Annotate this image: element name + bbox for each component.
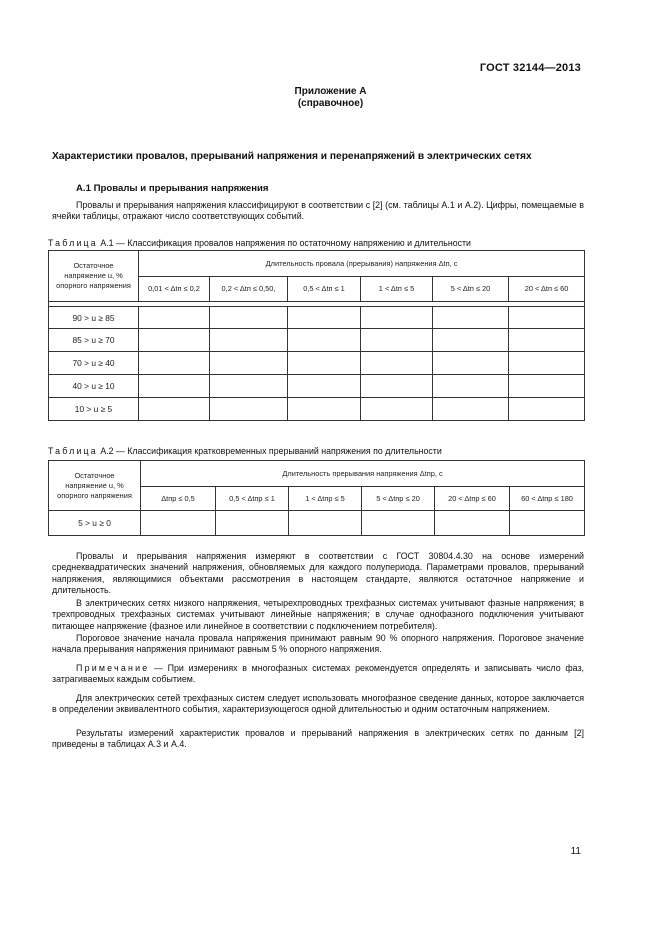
table-cell [433, 329, 509, 352]
section-heading-a1: А.1 Провалы и прерывания напряжения [76, 183, 269, 194]
table-cell [509, 398, 585, 421]
annex-title: Приложение А [294, 86, 367, 97]
table-cell [288, 398, 361, 421]
body-paragraph-2: В электрических сетях низкого напряжения, четырехпроводных трехфазных системах учитывают фазные напряжения; в трехпроводных трехфазных системах учитывают линейные напряжения; в случае однофазного подключения учитывают питающее напряжение (фазное или линейное в соответствии с подключением потребителя). [52, 598, 584, 631]
page-number: 11 [570, 846, 581, 857]
table-cell [509, 352, 585, 375]
table-cell [141, 511, 216, 536]
body-paragraph-3: Пороговое значение начала провала напряжения принимают равным 90 % опорного напряжения. Пороговое значение начала прерывания напряжения принимают равным 5 % опорного напряжения. [52, 633, 584, 655]
caption-prefix: Таблица [48, 238, 98, 248]
table-a2-col-header: 0,5 < Δtпр ≤ 1 [216, 487, 289, 511]
table-a1-row-header: 85 > u ≥ 70 [49, 329, 139, 352]
table-cell [289, 511, 362, 536]
table-a1-col-header: 0,5 < Δtп ≤ 1 [288, 277, 361, 302]
table-cell [210, 375, 288, 398]
table-cell [433, 307, 509, 329]
table-a2-row-header: 5 > u ≥ 0 [49, 511, 141, 536]
table-cell [216, 511, 289, 536]
caption-text: А.2 — Классификация кратковременных прерываний напряжения по длительности [97, 446, 442, 456]
table-cell [361, 398, 433, 421]
table-cell [361, 307, 433, 329]
table-a2-col-header: 1 < Δtпр ≤ 5 [289, 487, 362, 511]
table-a1-caption [48, 238, 471, 248]
table-a2-corner-header: Остаточное напряжение u, % опорного напряжения [49, 461, 141, 511]
intro-paragraph: Провалы и прерывания напряжения классифицируют в соответствии с [2] (см. таблицы А.1 и А.2). Цифры, помещаемые в ячейки таблицы, отражают число соответствующих событий. [52, 200, 584, 222]
note-label: Примечание [76, 663, 150, 673]
body-paragraph-5: Результаты измерений характеристик провалов и прерываний напряжения в электрических сетях по данным [2] приведены в таблицах А.3 и А.4. [52, 728, 584, 750]
table-a2-group-header: Длительность прерывания напряжения Δtпр, с [141, 461, 585, 487]
table-a2-col-header: Δtпр ≤ 0,5 [141, 487, 216, 511]
table-cell [139, 398, 210, 421]
table-cell [433, 352, 509, 375]
table-a1-row-header: 70 > u ≥ 40 [49, 352, 139, 375]
table-cell [288, 307, 361, 329]
table-cell [139, 329, 210, 352]
table-cell [210, 352, 288, 375]
note-paragraph [52, 663, 584, 686]
table-a1-col-header: 0,01 < Δtп ≤ 0,2 [139, 277, 210, 302]
table-cell [210, 329, 288, 352]
caption-prefix: Таблица [48, 446, 98, 456]
table-cell [139, 352, 210, 375]
table-a1-group-header: Длительность провала (прерывания) напряжения Δtп, с [139, 251, 585, 277]
table-cell [288, 329, 361, 352]
table-a2 [48, 460, 585, 536]
table-cell [361, 352, 433, 375]
table-a1-row-header: 90 > u ≥ 85 [49, 307, 139, 329]
table-a1-col-header: 5 < Δtп ≤ 20 [433, 277, 509, 302]
table-a2-caption [48, 446, 442, 456]
table-a2-col-header: 20 < Δtпр ≤ 60 [435, 487, 510, 511]
table-cell [361, 329, 433, 352]
main-title: Характеристики провалов, прерываний напряжения и перенапряжений в электрических сетях [52, 151, 532, 162]
table-a1-corner-header: Остаточное напряжение u, % опорного напряжения [49, 251, 139, 302]
table-cell [361, 375, 433, 398]
table-a1-col-header: 1 < Δtп ≤ 5 [361, 277, 433, 302]
body-paragraph-1: Провалы и прерывания напряжения измеряют в соответствии с ГОСТ 30804.4.30 на основе измерений среднеквадратических значений напряжения, обновляемых для каждого полупериода. Параметрами провалов, прерываний напряжения, являющимися объектами рассмотрения в настоящем стандарте, являются остаточное напряжение и длительность. [52, 551, 584, 596]
table-cell [288, 375, 361, 398]
table-cell [509, 375, 585, 398]
table-cell [509, 307, 585, 329]
table-cell [210, 398, 288, 421]
table-cell [433, 375, 509, 398]
table-a1-col-header: 20 < Δtп ≤ 60 [509, 277, 585, 302]
body-paragraph-4: Для электрических сетей трехфазных систем следует использовать многофазное сведение данных, которое заключается в определении эквивалентного события, характеризующегося одной длительностью и одним остаточным напряжением. [52, 693, 584, 715]
table-cell [288, 352, 361, 375]
table-a1-row-header: 40 > u ≥ 10 [49, 375, 139, 398]
table-a1-row-header: 10 > u ≥ 5 [49, 398, 139, 421]
table-cell [433, 398, 509, 421]
caption-text: А.1 — Классификация провалов напряжения по остаточному напряжению и длительности [97, 238, 471, 248]
table-cell [210, 307, 288, 329]
table-cell [139, 375, 210, 398]
table-a2-col-header: 5 < Δtпр ≤ 20 [362, 487, 435, 511]
table-cell [510, 511, 585, 536]
table-a2-col-header: 60 < Δtпр ≤ 180 [510, 487, 585, 511]
table-cell [362, 511, 435, 536]
note-text: — При измерениях в многофазных системах рекомендуется определять и записывать число фаз, затрагиваемых каждым событием. [52, 663, 584, 685]
table-cell [139, 307, 210, 329]
standard-number: ГОСТ 32144—2013 [479, 62, 581, 74]
table-cell [435, 511, 510, 536]
table-a1 [48, 250, 585, 421]
table-a1-col-header: 0,2 < Δtп ≤ 0,50, [210, 277, 288, 302]
annex-subtitle: (справочное) [297, 98, 364, 109]
table-cell [509, 329, 585, 352]
